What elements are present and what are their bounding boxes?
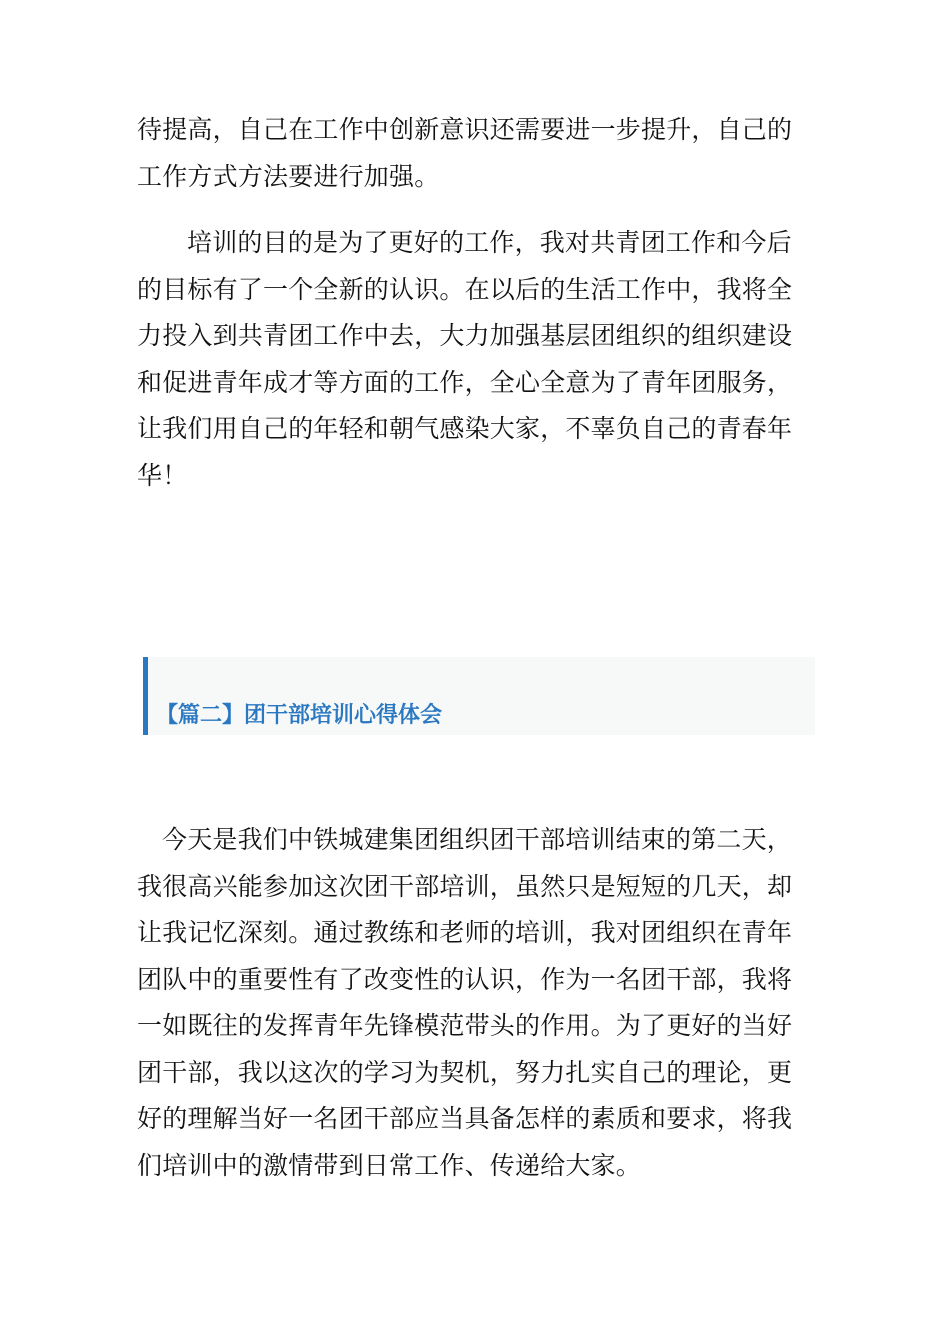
section-heading: 【篇二】团干部培训心得体会 bbox=[156, 703, 443, 728]
section-heading-block bbox=[143, 657, 815, 735]
body-paragraph: 待提高，自己在工作中创新意识还需要进一步提升，自己的工作方式方法要进行加强。 bbox=[137, 115, 793, 191]
body-paragraph: 培训的目的是为了更好的工作，我对共青团工作和今后的目标有了一个全新的认识。在以后的生活工作中，我将全力投入到共青团工作中去，大力加强基层团组织的组织建设和促进青年成才等方面的工作，全心全意为了青年团服务，让我们用自己的年轻和朝气感染大家，不辜负自己的青春年华！ bbox=[137, 228, 793, 490]
body-paragraph: 今天是我们中铁城建集团组织团干部培训结束的第二天，我很高兴能参加这次团干部培训，虽然只是短短的几天，却让我记忆深刻。通过教练和老师的培训，我对团组织在青年团队中的重要性有了改变性的认识，作为一名团干部，我将一如既往的发挥青年先锋模范带头的作用。为了更好的当好团干部，我以这次的学习为契机，努力扎实自己的理论，更好的理解当好一名团干部应当具备怎样的素质和要求，将我们培训中的激情带到日常工作、传递给大家。 bbox=[137, 825, 793, 1180]
